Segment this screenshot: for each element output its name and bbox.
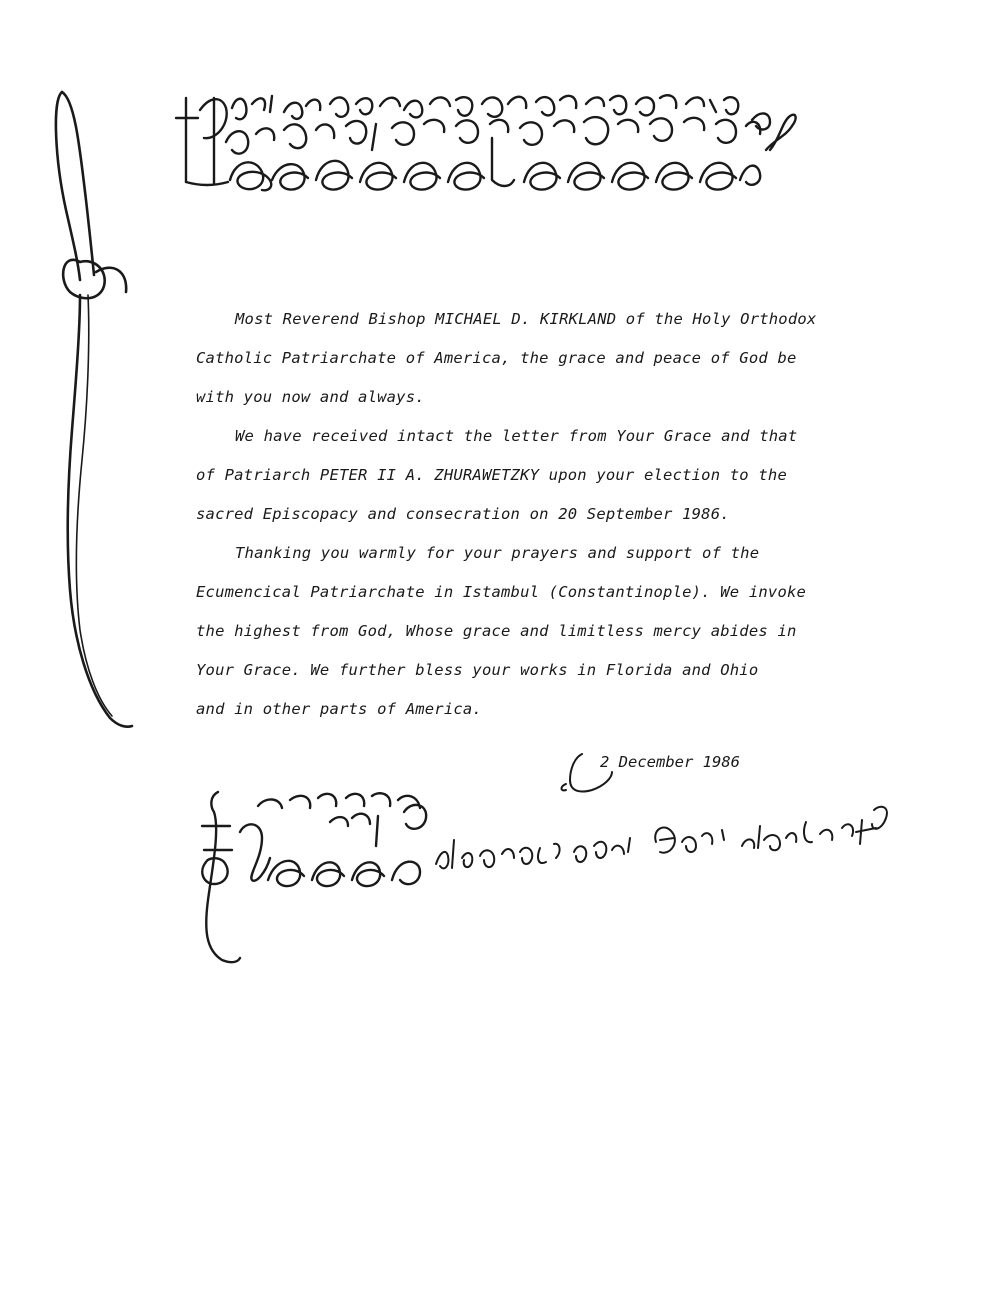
text-line: Most Reverend Bishop MICHAEL D. KIRKLAND of the Holy Orthodox	[235, 310, 817, 328]
text-line: sacred Episcopacy and consecration on 20 September 1986.	[196, 505, 730, 523]
paragraph-blessing	[196, 534, 846, 729]
letter-body	[196, 300, 846, 729]
text-line: and in other parts of America.	[196, 700, 482, 718]
header-calligraphy-icon	[176, 95, 796, 190]
text-line: Ecumencical Patriarchate in Istambul (Constantinople). We invoke	[196, 583, 807, 601]
handwritten-signature-icon	[436, 807, 887, 869]
paragraph-received	[196, 417, 846, 534]
text-line: the highest from God, Whose grace and limitless mercy abides in	[196, 622, 797, 640]
letter-date: 2 December 1986	[600, 753, 740, 771]
text-line: Your Grace. We further bless your works in Florida and Ohio	[196, 661, 759, 679]
text-line: with you now and always.	[196, 388, 425, 406]
signature-monogram-icon	[202, 792, 426, 962]
text-line: of Patriarch PETER II A. ZHURAWETZKY upon your election to the	[196, 466, 787, 484]
text-line: Thanking you warmly for your prayers and support of the	[235, 544, 760, 562]
text-line: We have received intact the letter from Your Grace and that	[235, 427, 798, 445]
paragraph-greeting	[196, 300, 846, 417]
seal-cord-icon	[56, 92, 132, 727]
text-line: Catholic Patriarchate of America, the grace and peace of God be	[196, 349, 797, 367]
